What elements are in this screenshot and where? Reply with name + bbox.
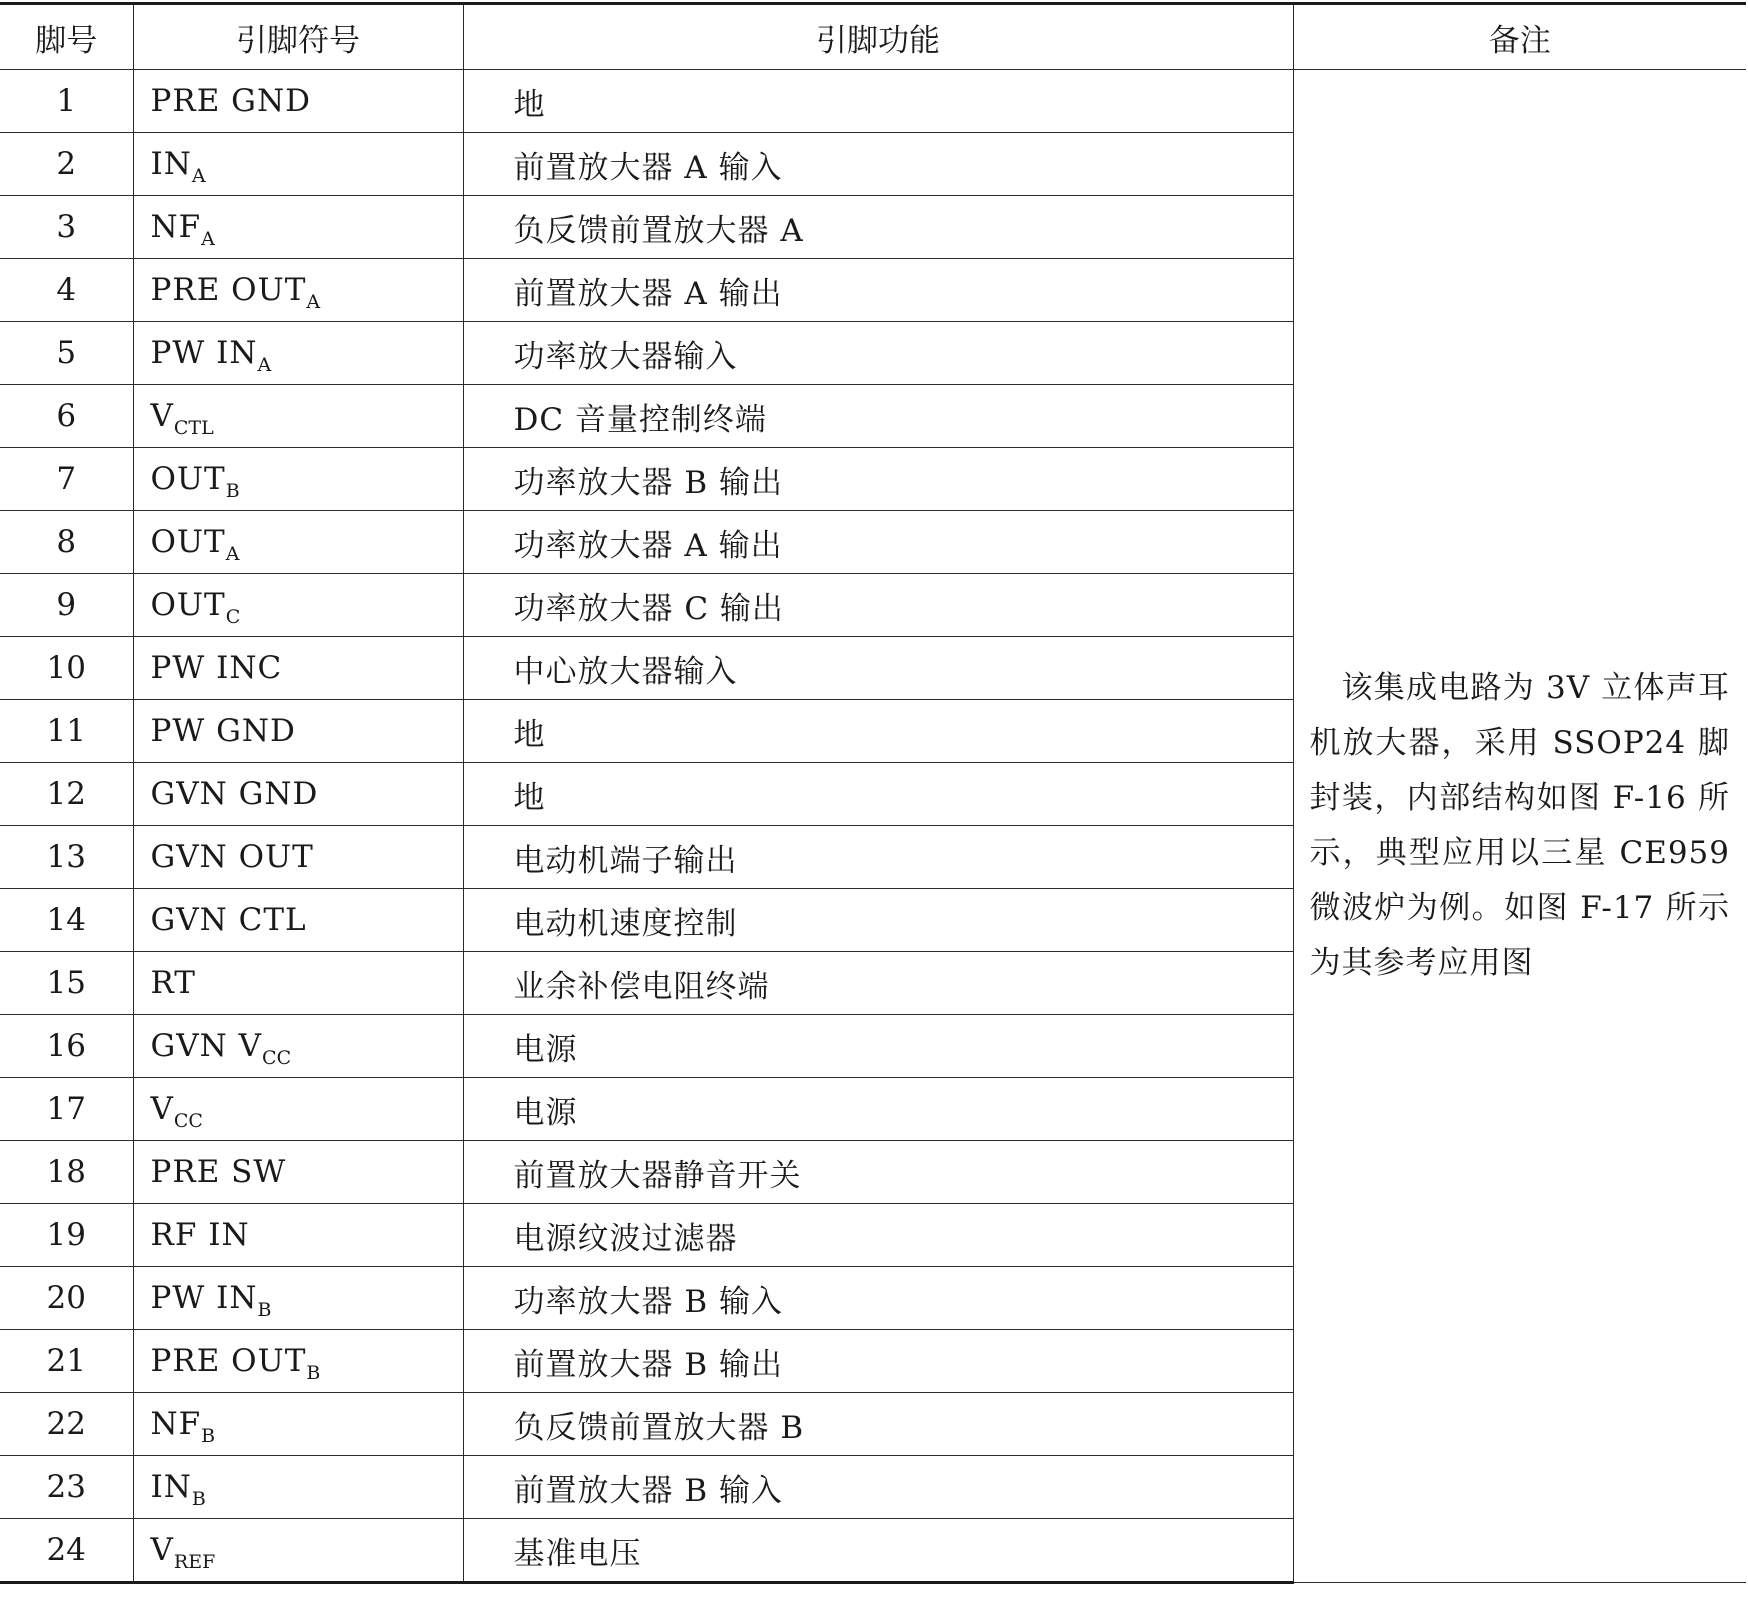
pin-symbol-text: PRE SW <box>150 1154 287 1190</box>
pin-number-cell: 16 <box>0 1015 133 1078</box>
pin-number-cell: 17 <box>0 1078 133 1141</box>
table-header-row <box>0 4 1746 70</box>
pin-symbol-cell <box>133 1393 463 1456</box>
pin-symbol-text: NF <box>150 209 202 245</box>
pin-number-cell: 15 <box>0 952 133 1015</box>
pin-function-cell: 前置放大器 B 输出 <box>463 1330 1293 1393</box>
pin-function-cell: 功率放大器 B 输出 <box>463 448 1293 511</box>
pin-symbol-text: RT <box>150 965 196 1001</box>
pin-number-cell: 8 <box>0 511 133 574</box>
pin-symbol-text: OUT <box>150 461 226 497</box>
pin-number-cell: 5 <box>0 322 133 385</box>
pin-symbol-cell <box>133 322 463 385</box>
pin-symbol-cell <box>133 637 463 700</box>
pin-number-cell: 6 <box>0 385 133 448</box>
pin-symbol-cell <box>133 574 463 637</box>
remarks-cell <box>1293 70 1746 1583</box>
pin-symbol-text: PW INC <box>150 650 283 686</box>
pin-symbol-cell <box>133 511 463 574</box>
pin-symbol-text: GVN GND <box>150 776 319 812</box>
pin-symbol-subscript: CTL <box>173 417 214 439</box>
pin-symbol-subscript: A <box>225 543 240 565</box>
pin-symbol-text: GVN CTL <box>150 902 307 938</box>
pin-number-cell: 18 <box>0 1141 133 1204</box>
pin-symbol-text: OUT <box>150 524 226 560</box>
pin-symbol-subscript: B <box>201 1425 216 1447</box>
pin-symbol-subscript: CC <box>173 1110 203 1132</box>
table-row <box>0 70 1746 133</box>
pin-number-cell: 23 <box>0 1456 133 1519</box>
pin-number-cell: 24 <box>0 1519 133 1583</box>
pin-symbol-cell <box>133 889 463 952</box>
pin-function-table <box>0 2 1746 1584</box>
pin-symbol-text: IN <box>150 146 192 182</box>
pin-symbol-subscript: A <box>257 354 272 376</box>
pin-symbol-text: GVN OUT <box>150 839 314 875</box>
pin-function-cell: 前置放大器 A 输入 <box>463 133 1293 196</box>
header-pin-symbol: 引脚符号 <box>133 4 463 70</box>
pin-symbol-cell <box>133 1204 463 1267</box>
pin-symbol-text: PW GND <box>150 713 296 749</box>
pin-symbol-cell <box>133 385 463 448</box>
pin-symbol-text: PRE OUT <box>150 272 307 308</box>
pin-symbol-cell <box>133 763 463 826</box>
pin-symbol-text: IN <box>150 1469 192 1505</box>
pin-number-cell: 19 <box>0 1204 133 1267</box>
pin-symbol-subscript: A <box>306 291 321 313</box>
pin-symbol-text: V <box>150 398 174 434</box>
pin-function-cell: 电源 <box>463 1078 1293 1141</box>
pin-function-cell: DC 音量控制终端 <box>463 385 1293 448</box>
pin-symbol-cell <box>133 448 463 511</box>
pin-symbol-cell <box>133 70 463 133</box>
pin-symbol-subscript: B <box>306 1362 321 1384</box>
header-remarks: 备注 <box>1293 4 1746 70</box>
pin-symbol-subscript: A <box>201 228 215 250</box>
pin-symbol-cell <box>133 1015 463 1078</box>
pin-number-cell: 21 <box>0 1330 133 1393</box>
pin-symbol-text: NF <box>150 1406 202 1442</box>
pin-number-cell: 13 <box>0 826 133 889</box>
pin-symbol-cell <box>133 133 463 196</box>
pin-function-cell: 中心放大器输入 <box>463 637 1293 700</box>
pin-symbol-text: GVN V <box>150 1028 263 1064</box>
pin-function-cell: 前置放大器静音开关 <box>463 1141 1293 1204</box>
pin-symbol-text: PRE GND <box>150 83 311 119</box>
pin-function-cell: 功率放大器输入 <box>463 322 1293 385</box>
pin-symbol-text: PW IN <box>150 335 258 371</box>
pin-symbol-cell <box>133 700 463 763</box>
pin-symbol-subscript: C <box>225 606 241 628</box>
pin-number-cell: 9 <box>0 574 133 637</box>
pin-function-cell: 功率放大器 C 输出 <box>463 574 1293 637</box>
pin-number-cell: 10 <box>0 637 133 700</box>
pin-number-cell: 1 <box>0 70 133 133</box>
pin-symbol-cell <box>133 259 463 322</box>
pin-number-cell: 22 <box>0 1393 133 1456</box>
pin-symbol-text: RF IN <box>150 1217 250 1253</box>
remarks-text: 该集成电路为 3V 立体声耳机放大器，采用 SSOP24 脚封装，内部结构如图 F-16 所示，典型应用以三星 CE959 微波炉为例。如图 F-17 所示为其参考应用图 <box>1309 670 1730 981</box>
pin-number-cell: 12 <box>0 763 133 826</box>
pin-symbol-cell <box>133 1141 463 1204</box>
pin-symbol-cell <box>133 196 463 259</box>
pin-function-cell: 前置放大器 B 输入 <box>463 1456 1293 1519</box>
pin-symbol-text: PW IN <box>150 1280 258 1316</box>
pin-number-cell: 11 <box>0 700 133 763</box>
pin-function-cell: 功率放大器 B 输入 <box>463 1267 1293 1330</box>
pin-function-cell: 电动机速度控制 <box>463 889 1293 952</box>
pin-symbol-subscript: CC <box>262 1047 292 1069</box>
pin-number-cell: 3 <box>0 196 133 259</box>
pin-function-cell: 电源纹波过滤器 <box>463 1204 1293 1267</box>
pin-function-cell: 负反馈前置放大器 A <box>463 196 1293 259</box>
pin-number-cell: 20 <box>0 1267 133 1330</box>
pin-number-cell: 2 <box>0 133 133 196</box>
header-pin-number: 脚号 <box>0 4 133 70</box>
pin-symbol-subscript: B <box>191 1488 206 1510</box>
pin-symbol-text: V <box>150 1532 174 1568</box>
pin-symbol-cell <box>133 1456 463 1519</box>
pin-symbol-text: OUT <box>150 587 226 623</box>
header-pin-function: 引脚功能 <box>463 4 1293 70</box>
pin-function-cell: 负反馈前置放大器 B <box>463 1393 1293 1456</box>
pin-number-cell: 14 <box>0 889 133 952</box>
pin-symbol-text: V <box>150 1091 174 1127</box>
pin-function-cell: 电动机端子输出 <box>463 826 1293 889</box>
pin-function-cell: 地 <box>463 70 1293 133</box>
pin-symbol-subscript: B <box>257 1299 272 1321</box>
pin-function-cell: 业余补偿电阻终端 <box>463 952 1293 1015</box>
pin-symbol-cell <box>133 1330 463 1393</box>
pin-function-cell: 电源 <box>463 1015 1293 1078</box>
pin-function-cell: 地 <box>463 763 1293 826</box>
pin-function-cell: 地 <box>463 700 1293 763</box>
pin-symbol-text: PRE OUT <box>150 1343 307 1379</box>
pin-symbol-cell <box>133 826 463 889</box>
pin-number-cell: 7 <box>0 448 133 511</box>
pin-function-cell: 前置放大器 A 输出 <box>463 259 1293 322</box>
pin-symbol-subscript: A <box>191 165 206 187</box>
pin-symbol-cell <box>133 1078 463 1141</box>
pin-symbol-cell <box>133 1519 463 1583</box>
pin-symbol-cell <box>133 952 463 1015</box>
pin-symbol-cell <box>133 1267 463 1330</box>
pin-number-cell: 4 <box>0 259 133 322</box>
pin-symbol-subscript: B <box>225 480 240 502</box>
pin-symbol-subscript: REF <box>173 1551 216 1573</box>
pin-function-cell: 基准电压 <box>463 1519 1293 1583</box>
table-body <box>0 70 1746 1583</box>
pin-function-cell: 功率放大器 A 输出 <box>463 511 1293 574</box>
